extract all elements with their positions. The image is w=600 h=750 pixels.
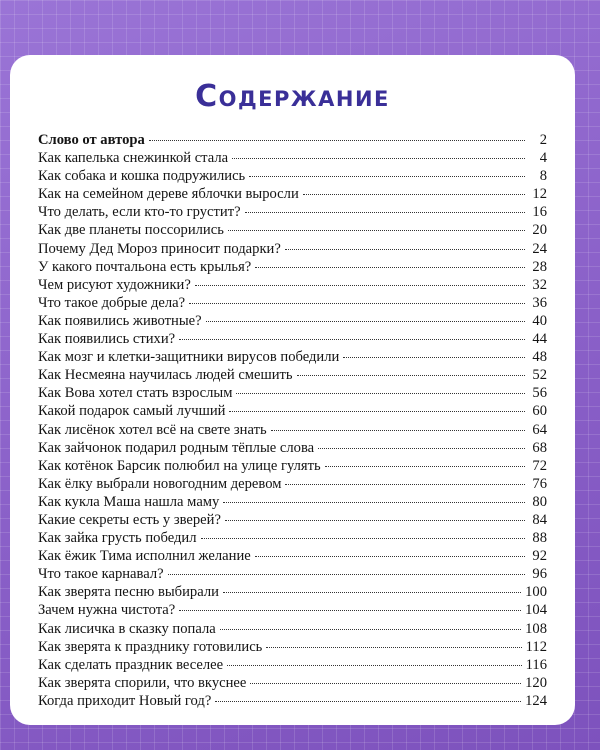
- toc-entry[interactable]: [38, 421, 547, 439]
- toc-entry-title: Как зайчонок подарил родным тёплые слова: [38, 439, 315, 456]
- toc-entry[interactable]: [38, 149, 547, 167]
- toc-entry-title: Как ёжик Тима исполнил желание: [38, 548, 251, 565]
- toc-entry-page: 112: [525, 638, 547, 655]
- toc-dot-leader: [179, 610, 521, 611]
- toc-entry-page: 108: [525, 620, 547, 637]
- toc-dot-leader: [297, 375, 525, 376]
- toc-dot-leader: [318, 448, 525, 449]
- toc-entry[interactable]: [38, 565, 547, 583]
- toc-entry-page: 32: [532, 276, 547, 293]
- toc-entry-title: Зачем нужна чистота?: [38, 602, 176, 619]
- toc-dot-leader: [206, 321, 525, 322]
- toc-entry[interactable]: [38, 674, 547, 692]
- toc-dot-leader: [201, 538, 526, 539]
- toc-entry[interactable]: [38, 185, 547, 203]
- toc-entry[interactable]: [38, 439, 547, 457]
- toc-dot-leader: [236, 393, 525, 394]
- page-title: Содержание: [195, 79, 390, 114]
- toc-entry[interactable]: [38, 167, 547, 185]
- toc-entry-page: 76: [532, 475, 547, 492]
- toc-entry[interactable]: [38, 348, 547, 366]
- toc-dot-leader: [189, 303, 525, 304]
- toc-entry-title: Слово от автора: [38, 132, 145, 148]
- toc-entry[interactable]: [38, 402, 547, 420]
- toc-entry-title: Как капелька снежинкой стала: [38, 150, 229, 167]
- toc-entry[interactable]: [38, 529, 547, 547]
- toc-entry-page: 92: [532, 548, 547, 565]
- toc-entry[interactable]: [38, 638, 547, 656]
- toc-entry[interactable]: [38, 583, 547, 601]
- toc-entry-title: Как Несмеяна научилась людей смешить: [38, 367, 293, 384]
- toc-entry-page: 60: [532, 403, 547, 420]
- toc-dot-leader: [215, 701, 521, 702]
- toc-entry-title: Какой подарок самый лучший: [38, 403, 226, 420]
- toc-entry-page: 40: [532, 312, 547, 329]
- toc-dot-leader: [285, 484, 525, 485]
- toc-dot-leader: [255, 556, 525, 557]
- toc-entry-page: 48: [532, 349, 547, 366]
- toc-dot-leader: [168, 574, 525, 575]
- toc-entry[interactable]: [38, 258, 547, 276]
- toc-entry-title: Что делать, если кто-то грустит?: [38, 204, 241, 221]
- toc-dot-leader: [179, 339, 525, 340]
- toc-entry-page: 96: [532, 566, 547, 583]
- toc-entry-page: 80: [532, 493, 547, 510]
- toc-entry-page: 12: [532, 186, 547, 203]
- toc-entry-page: 72: [532, 457, 547, 474]
- toc-entry-page: 124: [525, 692, 547, 709]
- toc-entry-title: Как ёлку выбрали новогодним деревом: [38, 475, 282, 492]
- toc-entry-title: Как зверята к празднику готовились: [38, 638, 263, 655]
- toc-entry-page: 116: [525, 656, 547, 673]
- toc-entry-title: Как на семейном дереве яблочки выросли: [38, 186, 299, 203]
- toc-dot-leader: [227, 665, 522, 666]
- toc-entry-title: Как Вова хотел стать взрослым: [38, 385, 233, 402]
- toc-entry-title: У какого почтальона есть крылья?: [38, 258, 252, 275]
- toc-entry-title: Как лисичка в сказку попала: [38, 620, 216, 637]
- toc-entry-title: Как сделать праздник веселее: [38, 656, 224, 673]
- toc-entry[interactable]: [38, 221, 547, 239]
- toc-entry[interactable]: [38, 656, 547, 674]
- toc-entry[interactable]: [38, 457, 547, 475]
- toc-entry[interactable]: [38, 692, 547, 710]
- contents-card: [10, 55, 575, 725]
- toc-entry-title: Когда приходит Новый год?: [38, 692, 212, 709]
- toc-entry-page: 2: [539, 132, 547, 148]
- toc-entry-page: 104: [525, 602, 547, 619]
- toc-entry-title: Почему Дед Мороз приносит подарки?: [38, 240, 281, 257]
- toc-dot-leader: [325, 466, 525, 467]
- toc-entry[interactable]: [38, 384, 547, 402]
- toc-entry[interactable]: [38, 493, 547, 511]
- toc-dot-leader: [343, 357, 525, 358]
- toc-dot-leader: [245, 212, 525, 213]
- toc-dot-leader: [232, 158, 525, 159]
- toc-entry-page: 52: [532, 367, 547, 384]
- toc-entry-title: Как зверята спорили, что вкуснее: [38, 674, 247, 691]
- toc-dot-leader: [255, 267, 525, 268]
- toc-entry-page: 8: [539, 168, 547, 185]
- toc-dot-leader: [266, 647, 521, 648]
- toc-entry-page: 68: [532, 439, 547, 456]
- toc-entry-page: 84: [532, 511, 547, 528]
- toc-entry-page: 20: [532, 222, 547, 239]
- toc-entry-title: Как лисёнок хотел всё на свете знать: [38, 421, 267, 438]
- toc-entry[interactable]: [38, 475, 547, 493]
- toc-dot-leader: [250, 683, 521, 684]
- toc-entry[interactable]: [38, 330, 547, 348]
- toc-entry[interactable]: [38, 203, 547, 221]
- toc-entry-page: 28: [532, 258, 547, 275]
- toc-dot-leader: [229, 411, 525, 412]
- toc-entry-page: 24: [532, 240, 547, 257]
- toc-entry-page: 64: [532, 421, 547, 438]
- toc-entry-title: Как зайка грусть победил: [38, 530, 197, 547]
- toc-entry-title: Как зверята песню выбирали: [38, 584, 219, 601]
- toc-dot-leader: [223, 592, 521, 593]
- toc-entry[interactable]: [38, 601, 547, 619]
- toc-entry-page: 16: [532, 204, 547, 221]
- toc-dot-leader: [149, 140, 525, 141]
- toc-entry[interactable]: [38, 312, 547, 330]
- toc-dot-leader: [228, 230, 525, 231]
- toc-entry[interactable]: [38, 240, 547, 258]
- toc-entry-title: Как появились животные?: [38, 312, 202, 329]
- toc-dot-leader: [220, 629, 521, 630]
- toc-entry-title: Как мозг и клетки-защитники вирусов победили: [38, 349, 340, 366]
- toc-entry[interactable]: [38, 620, 547, 638]
- toc-entry-page: 88: [532, 530, 547, 547]
- toc-dot-leader: [223, 502, 525, 503]
- toc-entry[interactable]: [38, 547, 547, 565]
- table-of-contents: [38, 131, 547, 710]
- toc-entry-title: Как две планеты поссорились: [38, 222, 224, 239]
- toc-entry-title: Чем рисуют художники?: [38, 276, 191, 293]
- toc-dot-leader: [303, 194, 525, 195]
- toc-entry[interactable]: [38, 511, 547, 529]
- toc-entry-page: 36: [532, 294, 547, 311]
- toc-entry-title: Как появились стихи?: [38, 331, 176, 348]
- toc-entry-page: 120: [525, 674, 547, 691]
- toc-dot-leader: [285, 249, 525, 250]
- toc-entry-title: Что такое добрые дела?: [38, 294, 186, 311]
- toc-entry-page: 100: [525, 584, 547, 601]
- toc-dot-leader: [271, 430, 525, 431]
- toc-dot-leader: [249, 176, 525, 177]
- toc-entry-title: Как собака и кошка подружились: [38, 168, 246, 185]
- toc-entry-title: Что такое карнавал?: [38, 566, 164, 583]
- toc-entry[interactable]: [38, 366, 547, 384]
- toc-entry-page: 4: [539, 150, 547, 167]
- toc-entry-page: 44: [532, 331, 547, 348]
- toc-entry[interactable]: [38, 131, 547, 149]
- toc-entry-title: Какие секреты есть у зверей?: [38, 511, 221, 528]
- toc-dot-leader: [225, 520, 525, 521]
- toc-entry-title: Как котёнок Барсик полюбил на улице гулять: [38, 457, 321, 474]
- toc-dot-leader: [195, 285, 525, 286]
- toc-entry-page: 56: [532, 385, 547, 402]
- toc-entry[interactable]: [38, 276, 547, 294]
- toc-entry[interactable]: [38, 294, 547, 312]
- toc-entry-title: Как кукла Маша нашла маму: [38, 493, 220, 510]
